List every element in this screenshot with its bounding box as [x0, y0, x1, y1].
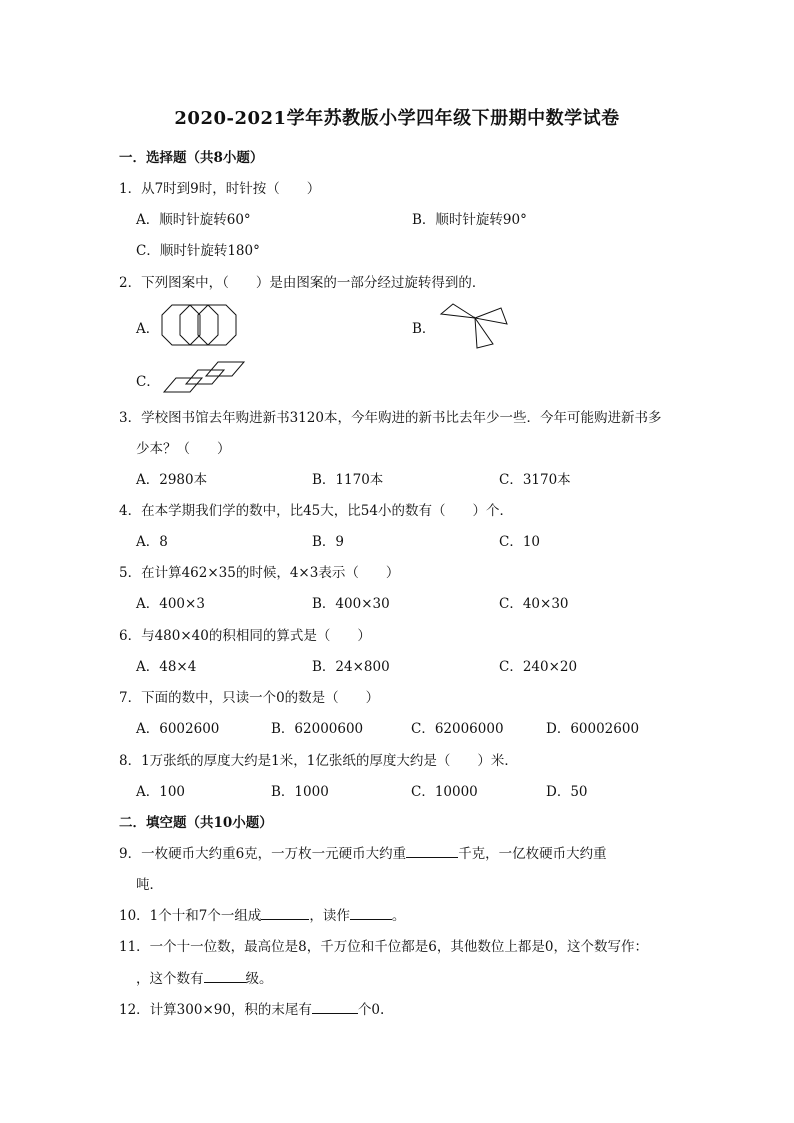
question-5-option-b[interactable]: B．400×30 [312, 596, 390, 612]
parallelogram-translation-figure [162, 358, 246, 396]
question-1-option-a[interactable]: A．顺时针旋转60° [136, 212, 251, 228]
question-11-text-2: 级。 [245, 971, 273, 987]
question-9-line-2 [136, 873, 163, 893]
question-11-blank-2[interactable] [204, 970, 246, 983]
question-10-blank-2[interactable] [350, 907, 392, 920]
question-11-text-1: ，这个数有 [136, 971, 204, 987]
question-1-option-c[interactable]: C．顺时针旋转180° [136, 243, 260, 259]
question-8-option-d[interactable]: D．50 [546, 784, 588, 800]
question-10-text-1: 10．1个十和7个一组成 [119, 908, 262, 924]
section-fill-heading: 二．填空题（共10小题） [119, 815, 273, 831]
question-10-text-3: 。 [391, 908, 406, 924]
question-2-option-c[interactable]: C． [136, 374, 160, 390]
question-12-text-2: 个0. [357, 1002, 385, 1018]
question-2-stem: 2．下列图案中，（ ）是由图案的一部分经过旋转得到的． [119, 275, 486, 291]
question-9-blank-1[interactable] [406, 845, 458, 858]
question-5-stem: 5．在计算462×35的时候，4×3表示（ ） [119, 565, 400, 581]
question-9-text-2: 千克，一亿枚硬币大约重 [458, 846, 607, 862]
question-4-stem: 4．在本学期我们学的数中，比45大，比54小的数有（ ）个． [119, 503, 513, 519]
question-5-option-a[interactable]: A．400×3 [136, 596, 205, 612]
question-8-option-b[interactable]: B．1000 [271, 784, 329, 800]
question-10-line [119, 904, 405, 924]
question-3-option-a[interactable]: A．2980本 [136, 472, 208, 488]
question-8-option-c[interactable]: C．10000 [411, 784, 478, 800]
question-7-stem: 7．下面的数中，只读一个0的数是（ ） [119, 690, 380, 706]
question-3-stem-line-1: 3．学校图书馆去年购进新书3120本，今年购进的新书比去年少一些．今年可能购进新书多 [119, 410, 662, 426]
question-7-option-a[interactable]: A．6002600 [136, 721, 220, 737]
question-9-text-1: 9．一枚硬币大约重6克，一万枚一元硬币大约重 [119, 846, 407, 862]
question-6-option-a[interactable]: A．48×4 [136, 659, 197, 675]
question-5-option-c[interactable]: C．40×30 [499, 596, 569, 612]
octagon-rotation-figure [160, 303, 248, 347]
question-6-option-c[interactable]: C．240×20 [499, 659, 578, 675]
question-1-stem: 1．从7时到9时，时针按（ ） [119, 181, 321, 197]
question-10-text-2: ，读作 [309, 908, 350, 924]
question-9-text-3: 吨． [136, 877, 163, 893]
question-3-stem-line-2: 少本？（ ） [136, 441, 231, 457]
question-4-option-a[interactable]: A．8 [136, 534, 168, 550]
question-7-option-d[interactable]: D．60002600 [546, 721, 640, 737]
question-3-option-b[interactable]: B．1170本 [312, 472, 384, 488]
question-3-option-c[interactable]: C．3170本 [499, 472, 571, 488]
section-choice-heading: 一．选择题（共8小题） [119, 150, 264, 166]
question-6-stem: 6．与480×40的积相同的算式是（ ） [119, 628, 371, 644]
question-12-blank[interactable] [312, 1001, 358, 1014]
question-10-blank-1[interactable] [261, 907, 309, 920]
question-4-option-b[interactable]: B．9 [312, 534, 345, 550]
question-9-line-1 [119, 842, 607, 862]
question-1-option-b[interactable]: B．顺时针旋转90° [412, 212, 527, 228]
question-11-line-1: 11．一个十一位数，最高位是8，千万位和千位都是6，其他数位上都是0，这个数写作： [119, 939, 648, 955]
question-7-option-c[interactable]: C．62006000 [411, 721, 504, 737]
question-2-option-a[interactable]: A． [136, 321, 160, 337]
question-8-option-a[interactable]: A．100 [136, 784, 186, 800]
question-11-line-2 [136, 967, 273, 987]
question-4-option-c[interactable]: C．10 [499, 534, 541, 550]
question-8-stem: 8．1万张纸的厚度大约是1米，1亿张纸的厚度大约是（ ）米． [119, 753, 518, 769]
question-12-line [119, 998, 384, 1018]
question-7-option-b[interactable]: B．62000600 [271, 721, 364, 737]
question-2-option-b[interactable]: B． [412, 321, 436, 337]
question-6-option-b[interactable]: B．24×800 [312, 659, 390, 675]
page-title: 2020-2021学年苏教版小学四年级下册期中数学试卷 [174, 108, 620, 129]
triangle-pinwheel-figure [435, 300, 515, 352]
question-12-text-1: 12．计算300×90，积的末尾有 [119, 1002, 312, 1018]
